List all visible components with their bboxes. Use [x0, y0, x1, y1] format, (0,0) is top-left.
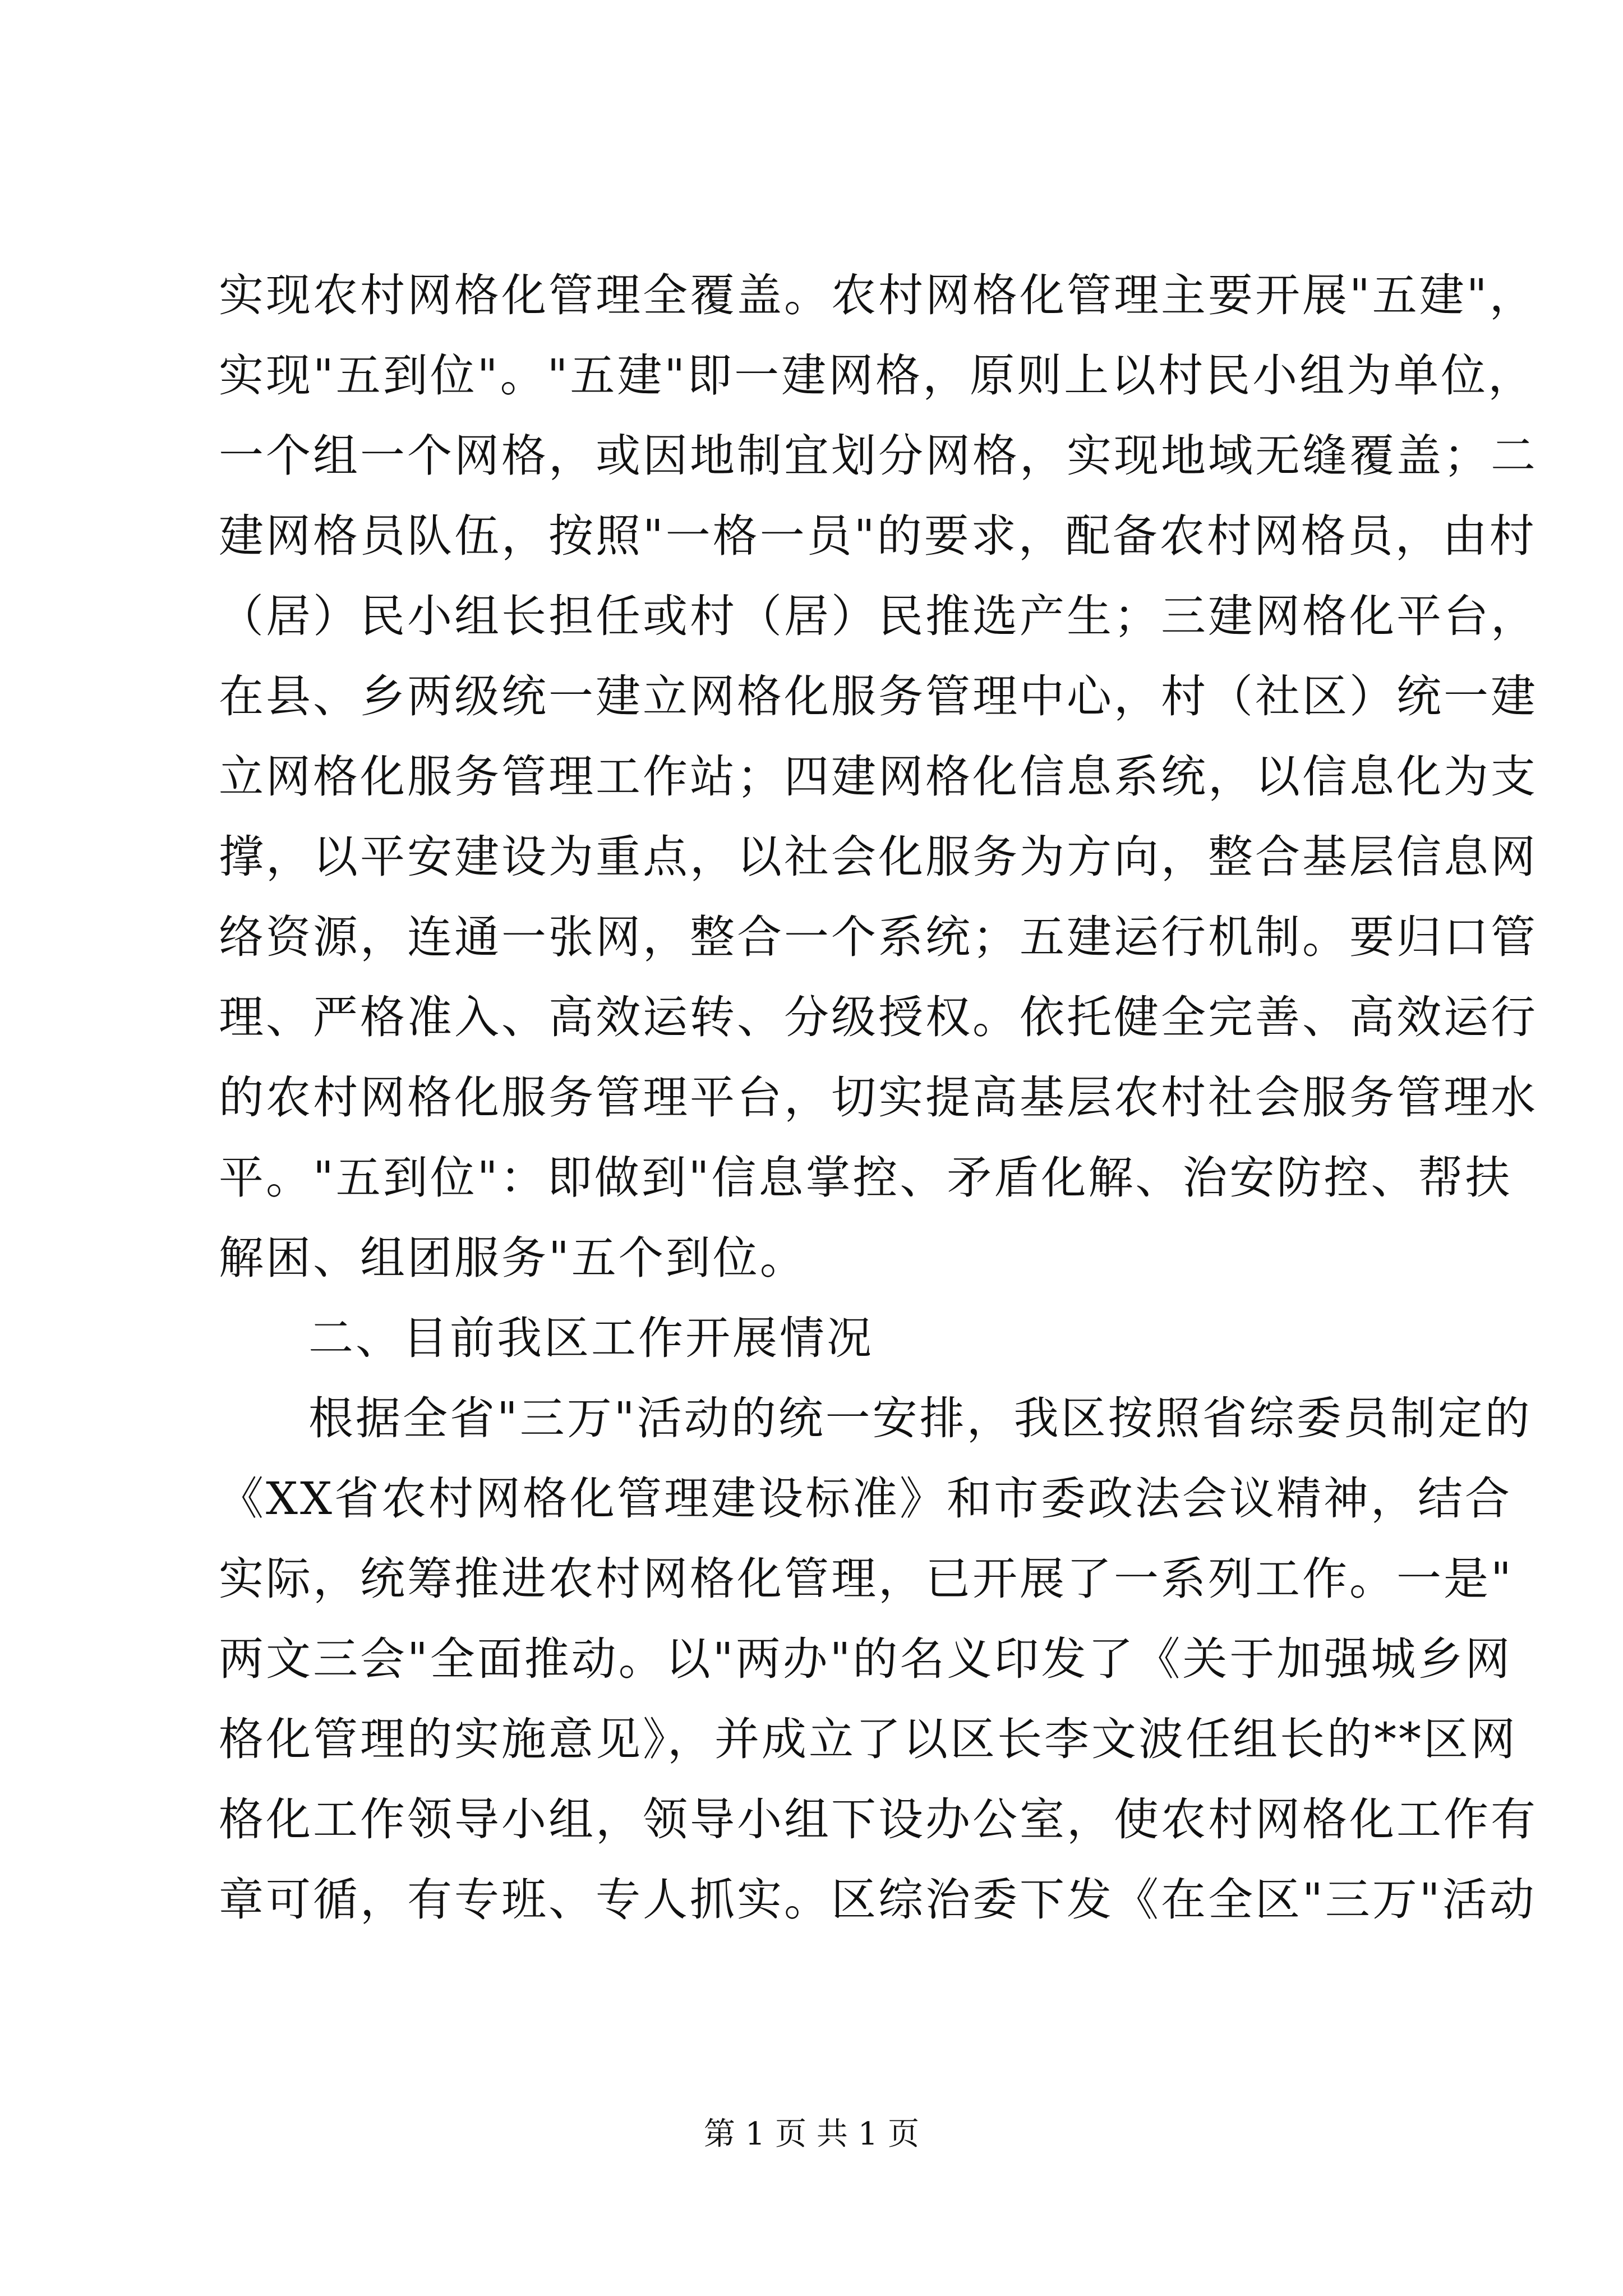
- body-line: 实现"五到位"。"五建"即一建网格，原则上以村民小组为单位，: [219, 349, 1536, 402]
- body-line: 一个组一个网格，或因地制宜划分网格，实现地域无缝覆盖；二: [219, 430, 1538, 482]
- body-line: 解困、组团服务"五个到位。: [219, 1232, 807, 1284]
- section-heading: 二、目前我区工作开展情况: [308, 1312, 874, 1364]
- body-line: 络资源，连通一张网，整合一个系统；五建运行机制。要归口管: [219, 911, 1538, 963]
- body-line: 撑，以平安建设为重点，以社会化服务为方向，整合基层信息网: [219, 831, 1538, 883]
- body-line: 《XX省农村网格化管理建设标准》和市委政法会议精神，结合: [219, 1473, 1512, 1525]
- body-line: 格化管理的实施意见》，并成立了以区长李文波任组长的**区网: [219, 1713, 1518, 1765]
- page-footer: 第 1 页 共 1 页: [703, 2116, 920, 2152]
- body-line: 立网格化服务管理工作站；四建网格化信息系统，以信息化为支: [219, 751, 1538, 803]
- body-line: 建网格员队伍，按照"一格一员"的要求，配备农村网格员，由村: [219, 510, 1537, 562]
- body-line: 格化工作领导小组，领导小组下设办公室，使农村网格化工作有: [219, 1793, 1538, 1846]
- body-line: 根据全省"三万"活动的统一安排，我区按照省综委员制定的: [308, 1392, 1532, 1444]
- document-body: [219, 255, 1538, 1940]
- body-line: （居）民小组长担任或村（居）民推选产生；三建网格化平台，: [219, 590, 1538, 642]
- body-line: 实现农村网格化管理全覆盖。农村网格化管理主要开展"五建"，: [219, 269, 1537, 321]
- body-line: 两文三会"全面推动。以"两办"的名义印发了《关于加强城乡网: [219, 1633, 1513, 1685]
- body-line: 在县、乡两级统一建立网格化服务管理中心，村（社区）统一建: [219, 670, 1538, 723]
- body-line: 的农村网格化服务管理平台，切实提高基层农村社会服务管理水: [219, 1071, 1538, 1124]
- body-line: 平。"五到位"：即做到"信息掌控、矛盾化解、治安防控、帮扶: [219, 1152, 1513, 1204]
- body-line: 实际，统筹推进农村网格化管理，已开展了一系列工作。一是": [219, 1553, 1514, 1605]
- body-line: 章可循，有专班、专人抓实。区综治委下发《在全区"三万"活动: [219, 1874, 1537, 1926]
- body-line: 理、严格准入、高效运转、分级授权。依托健全完善、高效运行: [219, 991, 1538, 1043]
